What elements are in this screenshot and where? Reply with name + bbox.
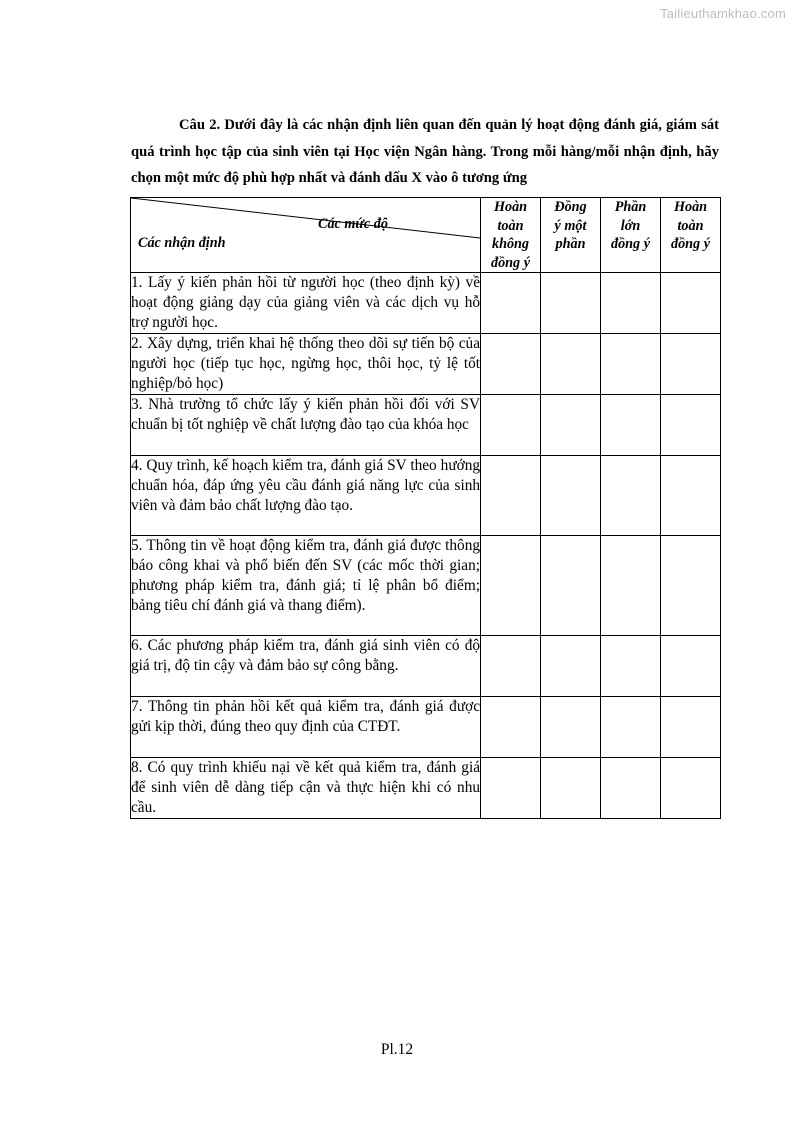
answer-cell[interactable] xyxy=(601,697,661,758)
question-number: Câu 2. xyxy=(179,117,221,133)
answer-cell[interactable] xyxy=(601,636,661,697)
level-header-line: đồng ý xyxy=(490,254,530,271)
table-row xyxy=(131,273,721,334)
level-header-line: toàn xyxy=(677,217,704,234)
answer-cell[interactable] xyxy=(481,758,541,819)
answer-cell[interactable] xyxy=(541,456,601,536)
answer-cell[interactable] xyxy=(601,334,661,395)
level-header-line: phần xyxy=(555,236,586,252)
watermark: Tailieuthamkhao.com xyxy=(660,6,786,21)
level-header-mostly-agree xyxy=(601,198,661,273)
answer-cell[interactable] xyxy=(661,395,721,456)
answer-cell[interactable] xyxy=(541,536,601,636)
answer-cell[interactable] xyxy=(481,395,541,456)
answer-cell[interactable] xyxy=(661,636,721,697)
page-number: Pl.12 xyxy=(380,1041,414,1058)
answer-cell[interactable] xyxy=(481,536,541,636)
answer-cell[interactable] xyxy=(661,273,721,334)
answer-cell[interactable] xyxy=(541,273,601,334)
statement-cell: 1. Lấy ý kiến phản hồi từ người học (theo định kỳ) về hoạt động giảng dạy của giảng viên và các dịch vụ hỗ trợ người học. xyxy=(131,273,481,334)
table-row xyxy=(131,758,721,819)
statement-cell: 3. Nhà trường tổ chức lấy ý kiến phản hồi đối với SV chuẩn bị tốt nghiệp về chất lượng đào tạo của khóa học xyxy=(131,395,481,456)
level-header-line: Hoàn xyxy=(493,199,528,215)
answer-cell[interactable] xyxy=(541,395,601,456)
answer-cell[interactable] xyxy=(661,697,721,758)
answer-cell[interactable] xyxy=(601,273,661,334)
table-row xyxy=(131,395,721,456)
table-row xyxy=(131,536,721,636)
table-row xyxy=(131,334,721,395)
level-header-line: ý một xyxy=(554,217,587,234)
answer-cell[interactable] xyxy=(661,536,721,636)
level-header-fully-disagree xyxy=(481,198,541,273)
level-header-line: toàn xyxy=(497,217,524,234)
level-header-line: lớn xyxy=(620,217,641,234)
level-header-line: không xyxy=(491,236,530,252)
table-row xyxy=(131,636,721,697)
statement-cell: 6. Các phương pháp kiểm tra, đánh giá sinh viên có độ giá trị, độ tin cậy và đảm bảo sự công bằng. xyxy=(131,636,481,697)
answer-cell[interactable] xyxy=(601,536,661,636)
level-header-line: Phần xyxy=(614,199,647,215)
answer-cell[interactable] xyxy=(601,456,661,536)
answer-cell[interactable] xyxy=(481,456,541,536)
survey-table xyxy=(130,197,721,819)
question-text xyxy=(131,112,719,192)
answer-cell[interactable] xyxy=(541,697,601,758)
levels-label: Các mức độ xyxy=(318,216,388,232)
level-header-fully-agree xyxy=(661,198,721,273)
level-header-line: Đồng xyxy=(554,199,587,215)
statement-cell: 7. Thông tin phản hồi kết quả kiểm tra, đánh giá được gửi kịp thời, đúng theo quy định của CTĐT. xyxy=(131,697,481,758)
answer-cell[interactable] xyxy=(481,697,541,758)
answer-cell[interactable] xyxy=(481,636,541,697)
answer-cell[interactable] xyxy=(541,334,601,395)
statement-cell: 2. Xây dựng, triển khai hệ thống theo dõi sự tiến bộ của người học (tiếp tục học, ngừng học, thôi học, tỷ lệ tốt nghiệp/bỏ học) xyxy=(131,334,481,395)
level-header-partly-agree xyxy=(541,198,601,273)
answer-cell[interactable] xyxy=(541,636,601,697)
answer-cell[interactable] xyxy=(601,758,661,819)
answer-cell[interactable] xyxy=(661,334,721,395)
diagonal-header-cell xyxy=(131,198,481,273)
statement-cell: 4. Quy trình, kế hoạch kiểm tra, đánh giá SV theo hướng chuẩn hóa, đáp ứng yêu cầu đánh giá năng lực của sinh viên và đảm bảo chất lượng đào tạo. xyxy=(131,456,481,536)
answer-cell[interactable] xyxy=(481,334,541,395)
statement-cell: 5. Thông tin về hoạt động kiểm tra, đánh giá được thông báo công khai và phổ biến đến SV (các mốc thời gian; phương pháp kiểm tra, đánh giá; tỉ lệ phân bổ điểm; bảng tiêu chí đánh giá và thang điểm). xyxy=(131,536,481,636)
answer-cell[interactable] xyxy=(601,395,661,456)
statement-cell: 8. Có quy trình khiếu nại về kết quả kiểm tra, đánh giá để sinh viên dễ dàng tiếp cận và thực hiện khi có nhu cầu. xyxy=(131,758,481,819)
level-header-line: đồng ý xyxy=(670,236,710,252)
survey-body xyxy=(131,273,721,819)
question-body: Dưới đây là các nhận định liên quan đến quản lý hoạt động đánh giá, giám sát quá trình học tập của sinh viên tại Học viện Ngân hàng. Trong mỗi hàng/mỗi nhận định, hãy chọn một mức độ phù hợp nhất và đánh dấu X vào ô tương ứng xyxy=(131,117,719,186)
answer-cell[interactable] xyxy=(481,273,541,334)
statements-label: Các nhận định xyxy=(138,235,226,251)
level-header-line: đồng ý xyxy=(610,236,650,252)
level-header-line: Hoàn xyxy=(673,199,708,215)
table-row xyxy=(131,697,721,758)
header-row xyxy=(131,198,721,273)
answer-cell[interactable] xyxy=(661,456,721,536)
table-row xyxy=(131,456,721,536)
answer-cell[interactable] xyxy=(541,758,601,819)
answer-cell[interactable] xyxy=(661,758,721,819)
